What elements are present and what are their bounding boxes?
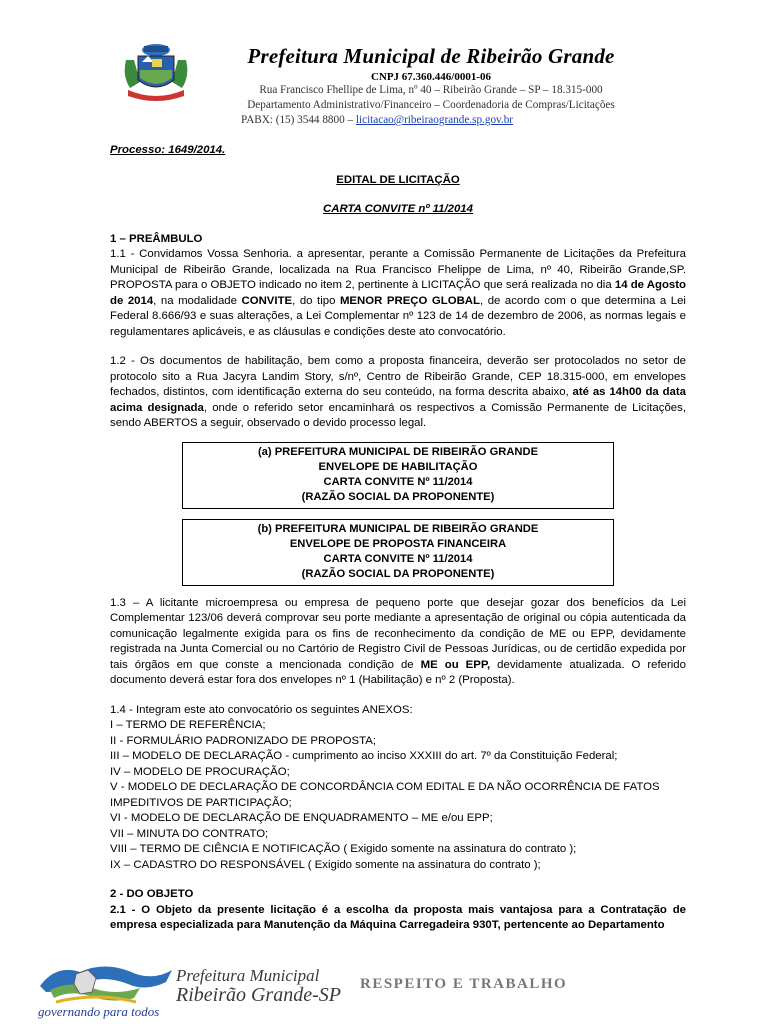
list-item: II - FORMULÁRIO PADRONIZADO DE PROPOSTA; <box>110 734 377 747</box>
address: Rua Francisco Fhellipe de Lima, nº 40 – Ribeirão Grande – SP – 18.315-000 <box>259 84 603 96</box>
footer-motto: RESPEITO E TRABALHO <box>360 976 568 992</box>
footer-logo-icon <box>36 962 176 1010</box>
list-item: VII – MINUTA DO CONTRATO; <box>110 827 269 840</box>
envelope-box-b: (b) PREFEITURA MUNICIPAL DE RIBEIRÃO GRANDE ENVELOPE DE PROPOSTA FINANCEIRA CARTA CONVITE Nº 11/2014 (RAZÃO SOCIAL DA PROPONENTE) <box>182 519 614 586</box>
email-link[interactable]: licitacao@ribeiraogrande.sp.gov.br <box>355 114 514 126</box>
list-item: IX – CADASTRO DO RESPONSÁVEL ( Exigido somente na assinatura do contrato ); <box>110 858 541 871</box>
department: Departamento Administrativo/Financeiro – Coordenadoria de Compras/Licitações <box>247 99 615 111</box>
letterhead <box>196 44 666 128</box>
contact-line <box>196 113 666 128</box>
list-item: VIII – TERMO DE CIÊNCIA E NOTIFICAÇÃO ( Exigido somente na assinatura do contrato ); <box>110 843 577 855</box>
processo-number: Processo: 1649/2014. <box>110 144 226 156</box>
carta-convite-heading: CARTA CONVITE nº 11/2014 <box>323 203 473 215</box>
municipal-crest-icon <box>118 42 194 102</box>
document-body <box>110 143 686 934</box>
list-item: IV – MODELO DE PROCURAÇÃO; <box>110 765 290 778</box>
paragraph-1-3: 1.3 – A licitante microempresa ou empresa de pequeno porte que desejar gozar dos benefícios da Lei Complementar 123/06 deverá comprovar seu porte mediante a apresentação de original ou cópia autenticada da comunicação legalmente exigida para os fins de reconhecimento da condição de ME ou EPP, devidamente registrada na Junta Comercial ou no Cartório de Registro Civil de Pessoas Jurídicas, ou de certidão expedida por tais órgãos em que conste a mencionada condição de ME ou EPP, devidamente atualizada. O referido documento deverá estar fora dos envelopes nº 1 (Habilitação) e nº 2 (Proposta). <box>110 596 686 686</box>
footer-line-1: Prefeitura Municipal <box>176 966 320 985</box>
section-2-title: 2 - DO OBJETO <box>110 888 194 900</box>
paragraph-2-1: 2.1 - O Objeto da presente licitação é a escolha da proposta mais vantajosa para a Contratação de empresa especializada para Manutenção da Máquina Carregadeira 930T, pertencente ao Departamento <box>110 903 686 931</box>
paragraph-1-2: 1.2 - Os documentos de habilitação, bem como a proposta financeira, deverão ser protocolados no setor de protocolo sito a Rua Jacyra Landim Story, s/nº, Centro de Ribeirão Grande, CEP 18.315-000, em envelopes fechados, distintos, com identificação externa do seu conteúdo, na forma descrita abaixo, até as 14h00 da data acima designada, onde o referido setor encaminhará os respectivos a Comissão Permanente de Licitações, sendo ABERTOS a seguir, observado o devido processo legal. <box>110 355 686 429</box>
envelope-box-a: (a) PREFEITURA MUNICIPAL DE RIBEIRÃO GRANDE ENVELOPE DE HABILITAÇÃO CARTA CONVITE Nº 11/2014 (RAZÃO SOCIAL DA PROPONENTE) <box>182 442 614 509</box>
list-item: I – TERMO DE REFERÊNCIA; <box>110 719 266 731</box>
annex-intro: 1.4 - Integram este ato convocatório os seguintes ANEXOS: <box>110 703 413 716</box>
footer-slogan: governando para todos <box>38 1004 160 1019</box>
paragraph-1-1: 1.1 - Convidamos Vossa Senhoria. a apresentar, perante a Comissão Permanente de Licitações da Prefeitura Municipal de Ribeirão Grande, localizada na Rua Francisco Fhelippe de Lima, nº 40, Ribeirão Grande,SP. PROPOSTA para o OBJETO indicado no item 2, pertinente à LICITAÇÃO que será realizada no dia 14 de Agosto de 2014, na modalidade CONVITE, do tipo MENOR PREÇO GLOBAL, de acordo com o que determina a Lei Federal 8.666/93 e suas alterações, a Lei Complementar nº 123 de 14 de dezembro de 2006, as normas legais e regulamentares aplicáveis, e as cláusulas e condições deste ato convocatório. <box>110 248 686 338</box>
edital-heading: EDITAL DE LICITAÇÃO <box>336 173 460 186</box>
footer-line-2: Ribeirão Grande-SP <box>176 984 341 1006</box>
list-item: V - MODELO DE DECLARAÇÃO DE CONCORDÂNCIA COM EDITAL E DA NÃO OCORRÊNCIA DE FATOS IMPEDITIVOS DE PARTICIPAÇÃO; <box>110 781 660 809</box>
cnpj: CNPJ 67.360.446/0001-06 <box>370 71 492 83</box>
footer-banner <box>0 960 770 1024</box>
pabx: PABX: (15) 3544 8800 – <box>241 114 356 126</box>
annex-list <box>110 703 686 874</box>
section-1-title: 1 – PREÂMBULO <box>110 232 203 245</box>
list-item: III – MODELO DE DECLARAÇÃO - cumprimento ao inciso XXXIII do art. 7º da Constituição Federal; <box>110 750 618 762</box>
list-item: VI - MODELO DE DECLARAÇÃO DE ENQUADRAMENTO – ME e/ou EPP; <box>110 812 493 824</box>
page-title: Prefeitura Municipal de Ribeirão Grande <box>247 44 615 68</box>
